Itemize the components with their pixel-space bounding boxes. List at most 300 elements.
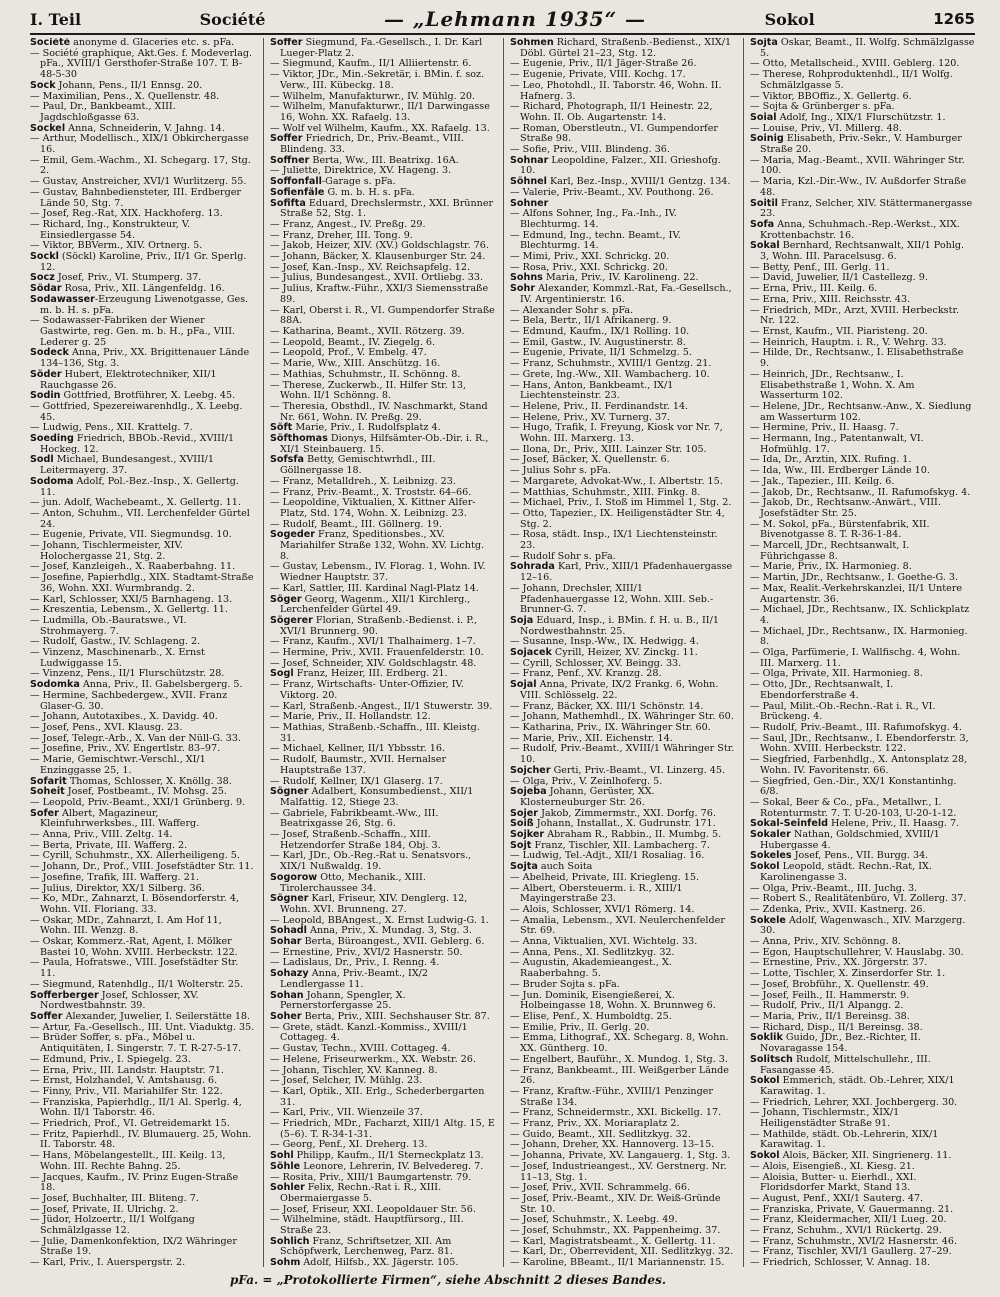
- entry-lead: — Franz, Schuhm., XVI/1 Rückertg. 29.: [750, 1225, 942, 1237]
- entry-lead: — Valerie, Priv.-Beamt., XV. Pouthong. 26.: [510, 186, 714, 198]
- entry-details: Friedrich, BBOb.-Revid., XVIII/1 Hockeg. 12.: [40, 433, 235, 455]
- entry-surname: Sohmen: [510, 38, 554, 48]
- entry-lead: — Gustav, Techn., XVIII. Cottageg. 4.: [270, 1043, 451, 1055]
- directory-entry: [270, 434, 495, 455]
- entry-lead: — Sokal, Beer & Co., pFa., Metallwr., I. Rotenturmstr. 7. T. U-20-103, U-20-1-12.: [750, 796, 957, 819]
- entry-lead: — Engelbert, Bauführ., X. Mundog. 1, Stg. 3.: [510, 1053, 728, 1065]
- directory-entry: [270, 680, 495, 701]
- entry-lead: — Friedrich, MDr., Facharzt, XIII/1 Altg. 15, E (5–6). T. R-34-1-31.: [270, 1118, 495, 1140]
- entry-details: Bernhard, Rechtsanwalt, XII/1 Pohlg. 3, Wohn. III. Paracelsusg. 6.: [760, 240, 965, 263]
- directory-entry: [30, 573, 255, 594]
- entry-surname: Sokol: [750, 1075, 780, 1087]
- directory-entry: [270, 991, 495, 1012]
- entry-details: Leopold, städt. Rechn.-Rat, IX. Karolinengasse 3.: [760, 861, 932, 883]
- entry-lead: — Josef, Bäcker, X. Quellenstr. 6.: [510, 454, 670, 466]
- entry-details: Jakob, Zimmermstr., XXI. Dorfg. 76.: [538, 807, 716, 819]
- entry-lead: — Rudolf, Priv.-Beamt., XVIII/1 Währinger Str. 10.: [510, 743, 735, 766]
- entry-details: auch Soita: [537, 861, 593, 873]
- entry-surname: Sofienfäle: [270, 186, 325, 198]
- entry-lead: — Viktor, BBVerm., XIV. Ortnerg. 5.: [30, 240, 203, 252]
- entry-lead: — Richard, Photograph, II/1 Heinestr. 22, Wohn. II. Ob. Augartenstr. 14.: [510, 101, 713, 123]
- entry-surname: Sogl: [270, 668, 294, 680]
- entry-surname: Sojeba: [510, 786, 547, 798]
- directory-entry: [750, 605, 975, 626]
- entry-lead: — Marie, Priv., XII. Eichenstr. 14.: [510, 732, 673, 744]
- entry-lead: — Hans, Möbelangestellt., III. Keilg. 13, Wohn. III. Rechte Bahng. 25.: [30, 1150, 226, 1172]
- page-header: [30, 6, 975, 32]
- directory-entry: [750, 1130, 975, 1151]
- entry-lead: — Josef, Industrieangest., XV. Gerstnerg. Nr. 11–13, Stg. 1.: [510, 1160, 727, 1183]
- entry-lead: — Josef, Private, II. Ulrichg. 2.: [30, 1203, 179, 1215]
- directory-entry: [750, 830, 975, 851]
- entry-lead: — Franz, Wirtschafts- Unter-Offizier, IV. Viktorg. 20.: [270, 679, 464, 701]
- entry-lead: — Franz, Kraftw.-Führ., XVIII/1 Penzinger Straße 134.: [510, 1085, 713, 1108]
- directory-entry: [750, 862, 975, 883]
- entry-lead: — Max, Realit.-Verkehrskanzlei, II/1 Untere Augartenstr. 36.: [750, 582, 963, 605]
- entry-surname: Sohler: [270, 1182, 305, 1194]
- entry-lead: — Lotte, Tischler, X. Zinserdorfer Str. 1.: [750, 968, 946, 980]
- entry-lead: — Johann, Dr., Prof., VIII. Josefstädter Str. 11.: [30, 861, 254, 873]
- entry-lead: — Louise, Priv., VI. Millerg. 48.: [750, 122, 902, 134]
- entry-details: Leonore, Lehrerin, IV. Belvedereg. 7.: [300, 1160, 484, 1172]
- directory-entry: [510, 209, 735, 230]
- directory-entry: [30, 1237, 255, 1258]
- directory-entry: [30, 1033, 255, 1054]
- entry-lead: — Ludmilla, Ob.-Bauratswe., VI. Strohmayerg. 7.: [30, 614, 187, 637]
- directory-entry: [270, 595, 495, 616]
- directory-entry: [270, 381, 495, 402]
- entry-surname: Sohadl: [270, 925, 307, 937]
- entry-surname: Sohazy: [270, 968, 309, 980]
- entry-lead: — Rosita, Priv., XIII/1 Baumgartenstr. 79.: [270, 1171, 472, 1183]
- entry-surname: Soklik: [750, 1032, 783, 1044]
- entry-lead: — Siegmund, Ratenhdlg., II/1 Wolterstr. 25.: [30, 978, 244, 990]
- entry-lead: — Edmund, Priv., I. Spiegelg. 23.: [30, 1053, 191, 1065]
- entry-lead: — Ko, MDr., Zahnarzt, I. Bösendorferstr. 4, Wohn. VII. Floriang. 33.: [30, 893, 240, 915]
- entry-lead: — Jakob, Dr., Rechtsanw., II. Rafumofskyg. 4.: [750, 486, 971, 498]
- directory-entry: [750, 734, 975, 755]
- entry-surname: Sogorow: [270, 871, 318, 883]
- entry-details: Betty, Gemischtwrhdl., III. Göllnergasse 18.: [280, 454, 436, 477]
- entry-lead: — Otto, JDr., Rechtsanwalt, I. Ebendorferstraße 4.: [750, 679, 894, 701]
- footer-note: pFa. = „Protokollierte Firmen“, siehe Abschnitt 2 dieses Bandes.: [230, 1273, 666, 1287]
- entry-lead: — Franziska, Private, V. Gauermanng. 21.: [750, 1203, 954, 1215]
- entry-surname: Sojker: [510, 829, 545, 841]
- entry-lead: — Josef, Reg.-Rat, XIX. Hackhoferg. 13.: [30, 208, 223, 220]
- directory-entry: [750, 306, 975, 327]
- entry-surname: Sohlich: [270, 1235, 310, 1247]
- entry-lead: — Olga, Priv., V. Zeinlhoferg. 5.: [510, 775, 663, 787]
- entry-details: Thomas, Schlosser, X. Knöllg. 38.: [66, 775, 232, 787]
- entry-lead: — Franz, Schneidermstr., XXI. Bickellg. 17.: [510, 1107, 722, 1119]
- entry-lead: — Josef, Schuhmstr., XX. Pappenheimg. 37.: [510, 1225, 721, 1237]
- directory-entry: [750, 1055, 975, 1076]
- directory-entry: [270, 1237, 495, 1258]
- column-4: [743, 38, 975, 1267]
- directory-entry: [510, 38, 735, 59]
- entry-details: Rosa, Priv., XII. Längenfeldg. 16.: [61, 283, 225, 295]
- entry-lead: — Alois, Eisengieß., XI. Kiesg. 21.: [750, 1160, 915, 1172]
- entry-surname: Sokal: [750, 240, 780, 252]
- entry-details: Emmerich, städt. Ob.-Lehrer, XIX/1 Karawitag. 1.: [760, 1075, 955, 1097]
- entry-lead: — Hans, Anton, Bankbeamt., IX/1 Liechtensteinstr. 23.: [510, 379, 674, 402]
- entry-lead: — Franz, Metalldreh., X. Leibnizg. 23.: [270, 475, 456, 487]
- entry-details: Abraham R., Rabbin., II. Mumbg. 5.: [544, 829, 722, 841]
- entry-lead: — Mathias, Straßenb.-Schaffn., III. Kleistg. 31.: [270, 722, 480, 744]
- entry-lead: — Anna, Pens., XI. Sedlitzkyg. 32.: [510, 946, 675, 958]
- entry-surname: Sofa: [750, 218, 775, 230]
- entry-details: Cyrill, Heizer, XV. Zinckg. 11.: [551, 647, 698, 659]
- entry-surname: Sohrada: [510, 561, 555, 573]
- entry-lead: — Anna, Priv., XIV. Schönng. 8.: [750, 936, 901, 948]
- directory-entry: [750, 241, 975, 262]
- directory-entry: [270, 830, 495, 851]
- entry-surname: Sockl: [30, 251, 59, 263]
- directory-entry: [30, 295, 255, 316]
- directory-entry: [270, 402, 495, 423]
- entry-lead: — Mathilde, städt. Ob.-Lehrerin, XIX/1 Karawitag. 1.: [750, 1128, 939, 1151]
- entry-lead: — Josefine, Priv., XV. Engertlstr. 83–97.: [30, 743, 221, 755]
- entry-lead: — Vinzenz, Maschinenarb., X. Ernst Ludwiggasse 15.: [30, 647, 205, 669]
- entry-lead: — Bela, Bertr., II/1 Afrikanerg. 9.: [510, 315, 672, 327]
- entry-lead: — Viktor, BBOffiz., X. Gellertg. 6.: [750, 90, 912, 102]
- entry-lead: — Alois, Schlosser, XVI/1 Römerg. 14.: [510, 903, 695, 915]
- entry-surname: Söft: [270, 422, 293, 434]
- entry-lead: — Julius, Kraftw.-Führ., XXI/3 Siemensstraße 89.: [270, 283, 489, 305]
- entry-lead: — Karl, Priv., VII. Wienzeile 37.: [270, 1107, 423, 1119]
- directory-entry: [30, 1098, 255, 1119]
- entry-details: Anna, Priv.-Beamt., IX/2 Lendlergasse 11.: [280, 968, 428, 990]
- entry-surname: Soffer: [270, 133, 303, 145]
- entry-lead: — Olga, Parfümerie, I. Wallfischg. 4, Wohn. III. Marxerg. 11.: [750, 647, 961, 669]
- directory-entry: [750, 402, 975, 423]
- entry-lead: — Rudolf, Priv., II/1 Alpangg. 2.: [750, 1000, 904, 1012]
- entry-lead: — Martin, JDr., Rechtsanw., I. Goethe-G. 3.: [750, 572, 959, 584]
- entry-surname: Sohl: [270, 1150, 294, 1162]
- entry-details: Franz, Heizer, III. Erdberg. 21.: [293, 668, 448, 680]
- entry-lead: — Vinzenz, Pens., II/1 Flurschützstr. 28.: [30, 668, 225, 680]
- entry-lead: — Siegmund, Kaufm., II/1 Alliiertenstr. 6.: [270, 58, 472, 70]
- directory-entry: [30, 49, 255, 81]
- directory-entry: [30, 348, 255, 369]
- entry-lead: — Otto, Metallscheid., XVIII. Geblerg. 120.: [750, 58, 960, 70]
- entry-details: Michael, Bundesangest., XVIII/1 Leitermayerg. 37.: [40, 454, 214, 477]
- directory-entry: [750, 370, 975, 402]
- directory-entry: [750, 134, 975, 155]
- entry-lead: — Egon, Hauptschullehrer, V. Hauslabg. 30.: [750, 946, 964, 958]
- directory-entry: [750, 177, 975, 198]
- directory-entry: [510, 1087, 735, 1108]
- entry-lead: — Franz, Priv., XX. Moriaraplatz 2.: [510, 1118, 680, 1130]
- entry-lead: — Julius, Bundesangest., XVII. Ortliebg. 33.: [270, 272, 483, 284]
- entry-lead: — Josef, Straßenb.-Schaffn., XIII. Hetzendorfer Straße 184, Obj. 3.: [270, 829, 441, 851]
- directory-entry: [270, 38, 495, 59]
- entry-surname: Soial: [750, 111, 777, 123]
- entry-lead: — jun. Adolf, Wachebeamt., X. Gellertg. 11.: [30, 497, 241, 509]
- directory-entry: [510, 616, 735, 637]
- entry-lead: — Leopold, Prof., V. Embelg. 47.: [270, 347, 427, 359]
- entry-surname: Sofsfa: [270, 454, 305, 466]
- directory-entry: [270, 455, 495, 476]
- entry-lead: — Katharina, Beamt., XVII. Rötzerg. 39.: [270, 325, 465, 337]
- entry-lead: — Richard, Disp., II/1 Bereinsg. 38.: [750, 1021, 923, 1033]
- entry-lead: — Heinrich, Hauptm. i. R., V. Wehrg. 33.: [750, 336, 947, 348]
- entry-surname: Sojacek: [510, 647, 552, 659]
- entry-surname: Sogeder: [270, 529, 315, 541]
- entry-lead: — Julius Sohr s. pFa.: [510, 465, 612, 477]
- entry-lead: — Maria, Priv., II/1 Bereinsg. 38.: [750, 1010, 910, 1022]
- entry-lead: — Elise, Penf., X. Humboldtg. 25.: [510, 1010, 672, 1022]
- entry-lead: — Berta, Private, III. Wafferg. 2.: [30, 839, 188, 851]
- directory-entry: [270, 1215, 495, 1236]
- entry-details: Josef, Postbeamt., IV. Mohsg. 25.: [64, 786, 227, 798]
- entry-lead: — Johanna, Private, XV. Langauerg. 1, Stg. 3.: [510, 1150, 731, 1162]
- directory-entry: [750, 1258, 975, 1267]
- directory-entry: [510, 884, 735, 905]
- directory-entry: [750, 702, 975, 723]
- entry-surname: Sodawasser: [30, 293, 95, 305]
- entry-surname: Sokeles: [750, 850, 792, 862]
- directory-entry: [510, 916, 735, 937]
- entry-lead: — Friedrich, Lehrer, XXI. Jochbergerg. 30.: [750, 1096, 958, 1108]
- entry-surname: Sohnar: [510, 154, 549, 166]
- entry-lead: — Jakob, Heizer, XIV. (XV.) Goldschlagstr. 76.: [270, 240, 489, 252]
- entry-lead: — Anton, Schuhm., VII. Lerchenfelder Gürtel 24.: [30, 507, 250, 530]
- entry-details: Rudolf, Mittelschullehr., III. Fasangasse 45.: [760, 1053, 931, 1076]
- entry-lead: — Rudolf, Kellner, IX/1 Glaserg. 17.: [270, 775, 443, 787]
- entry-details: Josef, Pens., VII. Burgg. 34.: [791, 850, 929, 862]
- directory-entry: [750, 541, 975, 562]
- entry-surname: Sojta: [510, 861, 538, 873]
- entry-lead: — Ida, Ww., III. Erdberger Lände 10.: [750, 465, 930, 477]
- entry-details: -Garage s. pFa.: [321, 176, 396, 188]
- entry-lead: — Johann, Bäcker, X. Klausenburger Str. 24.: [270, 251, 486, 263]
- entry-lead: — Michael, Kellner, II/1 Ybbsstr. 16.: [270, 743, 446, 755]
- entry-lead: — Karl, Straßenb.-Angest., II/1 Stuwerstr. 39.: [270, 700, 493, 712]
- entry-surname: Sokol: [750, 861, 780, 873]
- directory-entry: [270, 969, 495, 990]
- directory-entry: [30, 1215, 255, 1236]
- entry-lead: — Hermine, Priv., II. Haasg. 7.: [750, 422, 899, 434]
- entry-details: Adalbert, Konsumbedienst., XII/1 Malfattig. 12, Stiege 23.: [280, 786, 474, 808]
- entry-lead: — Johann, Tischlermstr., XIX/1 Heiligenstädter Straße 91.: [750, 1107, 900, 1130]
- entry-lead: — Ernestine, Priv., XVI/2 Hasnerstr. 50.: [270, 946, 463, 958]
- entry-details: Johann, Gerüster, XX. Klosterneuburger Str. 26.: [520, 786, 655, 808]
- entry-lead: — Leopoldine, Viktualien, X. Kittner Alfer-Platz, Std. 174, Wohn. X. Leibnizg. 23.: [270, 497, 476, 519]
- entry-lead: — Juliette, Direktrice, XV. Hageng. 3.: [270, 165, 452, 177]
- directory-entry: [750, 648, 975, 669]
- directory-entry: [510, 381, 735, 402]
- directory-entry: [30, 455, 255, 476]
- directory-entry: [30, 616, 255, 637]
- entry-lead: — Susanne, Insp.-Ww., IX. Hedwigg. 4.: [510, 636, 699, 648]
- directory-entry: [750, 70, 975, 91]
- entry-surname: Söger: [270, 593, 302, 605]
- entry-lead: — Franz, Angest., IV. Preßg. 29.: [270, 218, 426, 230]
- directory-entry: [30, 1173, 255, 1194]
- directory-entry: [30, 1258, 255, 1267]
- directory-entry: [510, 124, 735, 145]
- entry-lead: — Franz, Kaufm., XVI/1 Thalhaimerg. 1–7.: [270, 636, 476, 648]
- entry-lead: — Johann, Autotaxibes., X. Davidg. 40.: [30, 711, 218, 723]
- entry-lead: — Société graphique, Akt.Ges. f. Modeverlag.: [30, 47, 253, 59]
- entry-surname: Sögner: [270, 893, 309, 905]
- entry-surname: Soiß: [510, 818, 534, 830]
- entry-details: pFa., XVIII/1 Gersthofer-Straße 107. T. B-48-5-30: [40, 58, 243, 81]
- entry-lead: — Marie, Ww., XIII. Anschützg. 16.: [270, 358, 441, 370]
- entry-lead: — Marie, Gemischtwr.-Verschl., XI/1 Enzinggasse 25, 1.: [30, 754, 206, 776]
- entry-lead: — Josef, Priv., XVII. Schrammelg. 66.: [510, 1182, 691, 1194]
- entry-lead: — Helene, JDr., Rechtsanw.-Anw., X. Siedlung am Wasserturm 102.: [750, 400, 972, 423]
- entry-lead: — Aloisia, Butter- u. Eierhdl., XXI. Floridsdorfer Markt, Stand 13.: [750, 1171, 917, 1194]
- entry-lead: — Josef, Buchhalter, III. Bliteng. 7.: [30, 1192, 199, 1204]
- entry-lead: — Ilona, Dr., Priv., XIII. Lainzer Str. 105.: [510, 443, 707, 455]
- directory-entry: [270, 284, 495, 305]
- entry-lead: — Marie, Priv., IX. Harmonieg. 8.: [750, 561, 912, 573]
- directory-entry: [270, 616, 495, 637]
- entry-details: Albert, Magazineur, Kleinfuhrwerksbes., III. Wafferg.: [40, 807, 200, 830]
- directory-entry: [270, 1258, 495, 1267]
- entry-details: Anna, Schuhmach.-Rep.-Werkst., XIX. Krottenbachstr. 16.: [760, 218, 960, 241]
- entry-lead: — Siegfried, Farbenhdlg., X. Antonsplatz 28, Wohn. IV. Favoritenstr. 66.: [750, 754, 968, 776]
- entry-details: Dionys, Hilfsämter-Ob.-Dir. i. R., XI/1 Steinbauerg. 15.: [280, 433, 489, 455]
- entry-details: Eduard, Insp., i. BMin. f. H. u. B., II/1 Nordwestbahnstr. 25.: [520, 614, 719, 637]
- entry-lead: — Alfons Sohner, Ing., Fa.-Inh., IV. Blechturmg. 14.: [510, 208, 677, 230]
- entry-lead: — Johann, Tischler, XV. Kanneg. 8.: [270, 1064, 438, 1076]
- entry-lead: — Edmund, Ing., techn. Beamt., IV. Blechturmg. 14.: [510, 229, 681, 252]
- entry-lead: — Olga, Private, XII. Harmonieg. 8.: [750, 668, 923, 680]
- entry-lead: — David, Juwelier, II/1 Castellezg. 9.: [750, 272, 928, 284]
- entry-lead: — Marie, Priv., II. Hollandstr. 12.: [270, 711, 431, 723]
- entry-details: Karl, Priv., XIII/1 Pfadenhauergasse 12–16.: [520, 561, 733, 584]
- entry-lead: — Rudolf, Gastw., IV. Schlageng. 2.: [30, 636, 201, 648]
- entry-lead: — Rudolf, Baumstr., XVII. Hernalser Hauptstraße 137.: [270, 754, 447, 776]
- entry-surname: Sofarit: [30, 775, 67, 787]
- entry-surname: Sohner: [510, 197, 549, 209]
- entry-lead: — Ernst, Kaufm., VII. Piaristeng. 20.: [750, 325, 928, 337]
- directory-entry: [30, 1151, 255, 1172]
- entry-lead: — Kreszentia, Lebensm., X. Gellertg. 11.: [30, 604, 228, 616]
- directory-entry: [30, 691, 255, 712]
- entry-lead: — Jüdor, Holzoertr., II/1 Wolfgang Schmälzlgasse 12.: [30, 1214, 195, 1237]
- directory-entry: [270, 498, 495, 519]
- entry-lead: — Wilhelm, Manufakturwr., IV. Mühlg. 20.: [270, 90, 475, 102]
- entry-lead: — Erna, Priv., III. Landstr. Hauptstr. 71.: [30, 1064, 224, 1076]
- entry-lead: — Emil, Gastw., IV. Augustinerstr. 8.: [510, 336, 686, 348]
- entry-lead: — Arthur, Modellisch., XIX/1 Obkirchergasse 16.: [30, 133, 249, 156]
- directory-entry: [30, 916, 255, 937]
- entry-surname: Söhle: [270, 1160, 301, 1172]
- entry-lead: — Gottfried, Spezereiwarenhdlg., X. Leebg. 45.: [30, 400, 243, 423]
- entry-lead: — Franz, Kleidermacher, XII/1 Lueg. 20.: [750, 1214, 947, 1226]
- entry-lead: — Jakob, Dr., Rechtsanw.-Anwärt., VIII. Josefstädter Str. 25.: [750, 497, 941, 519]
- entry-lead: — Hermine, Sachbedergew., XVII. Franz Glaser-G. 30.: [30, 689, 228, 712]
- entry-lead: — Wilhelm, Manufakturwr., II/1 Darwingasse 16, Wohn. XX. Rafaelg. 13.: [270, 101, 490, 123]
- entry-surname: Soffer: [30, 1010, 63, 1022]
- entry-details: Siegmund, Fa.-Gesellsch., I. Dr. Karl Lueger-Platz 2.: [280, 38, 483, 59]
- directory-entry: [270, 306, 495, 327]
- entry-details: Guido, JDr., Bez.-Richter, II. Novaragasse 154.: [760, 1032, 921, 1055]
- entry-lead: — Karl, Oberst i. R., VI. Gumpendorfer Straße 88A.: [270, 304, 495, 327]
- entry-lead: — Emilie, Priv., II. Gerlg. 20.: [510, 1021, 650, 1033]
- directory-entry: [30, 1130, 255, 1151]
- entry-lead: — Jun. Dominik, Eisengießerei, X. Holbeingasse 18, Wohn. X. Brunnweg 6.: [510, 989, 716, 1012]
- entry-lead: — Katharina, Priv., IX. Währinger Str. 60.: [510, 722, 711, 733]
- entry-lead: — Franz, Bankbeamt., III. Weißgerber Lände 26.: [510, 1064, 729, 1087]
- entry-details: Adolf, Ing., XIX/1 Flurschützstr. 1.: [776, 111, 946, 123]
- entry-details: Anna, Priv., II. Gabelsbergerg. 5.: [79, 679, 243, 691]
- entry-lead: — Gustav, Anstreicher, XVI/1 Wurlitzerg. 55.: [30, 176, 247, 188]
- entry-columns: [30, 38, 975, 1267]
- entry-lead: — Brüder Soffer, s. pFa., Möbel u. Antiquitäten, I. Singerstr. 7. T. R-27-5-17.: [30, 1032, 242, 1055]
- entry-lead: — Michael, Priv., I. Stoß im Himmel 1, Stg. 2.: [510, 497, 732, 509]
- entry-details: Hubert, Elektrotechniker, XII/1 Rauchgasse 26.: [40, 368, 217, 391]
- entry-surname: Sokaler: [750, 829, 791, 841]
- directory-entry: [30, 648, 255, 669]
- directory-entry: [510, 1258, 735, 1267]
- entry-surname: Soffonfall: [270, 176, 322, 188]
- entry-lead: — Grete, Ing.-Ww., XII. Wambacherg. 10.: [510, 368, 710, 380]
- entry-surname: Sohr: [510, 283, 536, 295]
- entry-lead: — Franz, Bäcker, XX. III/1 Schönstr. 14.: [510, 700, 704, 712]
- directory-entry: [510, 284, 735, 305]
- entry-details: Helene, Priv., II. Haasg. 7.: [828, 818, 960, 830]
- entry-surname: Sojta: [750, 38, 778, 48]
- entry-details: Anna, Priv., X. Mundag. 3, Stg. 3.: [306, 925, 472, 937]
- entry-surname: Söhnel: [510, 176, 547, 188]
- entry-surname: Sokele: [750, 914, 786, 926]
- directory-entry: [510, 1162, 735, 1183]
- entry-lead: — Jacques, Kaufm., IV. Prinz Eugen-Straße 18.: [30, 1171, 239, 1194]
- entry-surname: Sodoma: [30, 475, 74, 487]
- entry-details: Josef, Priv., VI. Stumperg. 37.: [54, 272, 202, 284]
- entry-details: Friedrich, Dr., Priv.-Beamt., VIII. Blindeng. 33.: [280, 133, 464, 156]
- entry-lead: — Marcell, JDr., Rechtsanwalt, I. Führichgasse 8.: [750, 540, 910, 562]
- entry-surname: Soffer: [270, 38, 303, 48]
- entry-details: Nathan, Goldschmied, XVIII/1 Hubergasse 4.: [760, 829, 940, 851]
- directory-entry: [270, 562, 495, 583]
- entry-lead: — Matthias, Schuhmstr., XIII. Finkg. 8.: [510, 486, 701, 498]
- column-3: [503, 38, 735, 1267]
- entry-lead: — Fritz, Papierhdl., IV. Blumauerg. 25, Wohn. II. Taborstr. 48.: [30, 1128, 252, 1151]
- entry-lead: — Josef, Feilh., II. Hammerstr. 9.: [750, 989, 910, 1001]
- entry-surname: Solitsch: [750, 1053, 793, 1065]
- directory-entry: [30, 991, 255, 1012]
- entry-lead: — Wilhelmine, städt. Hauptfürsorg., III. Straße 23.: [270, 1214, 464, 1237]
- entry-lead: — Sofie, Priv., VIII. Blindeng. 36.: [510, 144, 670, 156]
- entry-surname: Sohns: [510, 272, 543, 284]
- entry-surname: Sojer: [510, 807, 539, 819]
- entry-lead: — Richard, Ing., Konstrukteur, V. Einsiedlergasse 54.: [30, 218, 191, 241]
- directory-entry: [270, 894, 495, 915]
- entry-lead: — Cyrill, Schlosser, XV. Beingg. 33.: [510, 657, 682, 669]
- entry-details: Alois, Bäcker, XII. Singrienerg. 11.: [779, 1150, 952, 1162]
- entry-details: anonyme d. Glaceries etc. s. pFa.: [70, 38, 235, 48]
- entry-details: Gerti, Priv.-Beamt., VI. Linzerg. 45.: [550, 764, 726, 776]
- entry-surname: Södar: [30, 283, 62, 295]
- entry-lead: — Rudolf, Beamt., III. Göllnerg. 19.: [270, 518, 442, 530]
- entry-lead: — August, Penf., XXI/1 Sauterg. 47.: [750, 1192, 924, 1204]
- header-rule: [30, 33, 975, 35]
- entry-details: Gottfried, Brotführer, X. Leebg. 45.: [60, 390, 236, 402]
- entry-lead: — Karl, Schlosser, XXI/5 Barnhageng. 13.: [30, 593, 233, 605]
- directory-entry: [750, 680, 975, 701]
- directory-entry: [510, 81, 735, 102]
- entry-lead: — Franz, Schuhmstr., XVIII/1 Gentzg. 21.: [510, 358, 712, 370]
- entry-lead: — Mimi, Priv., XXI. Schrickg. 20.: [510, 251, 670, 263]
- entry-lead: — Paul, Milit.-Ob.-Rechn.-Rat i. R., VI. Brückeng. 4.: [750, 700, 936, 723]
- entry-lead: — Margarete, Advokat-Ww., I. Albertstr. 15.: [510, 475, 723, 487]
